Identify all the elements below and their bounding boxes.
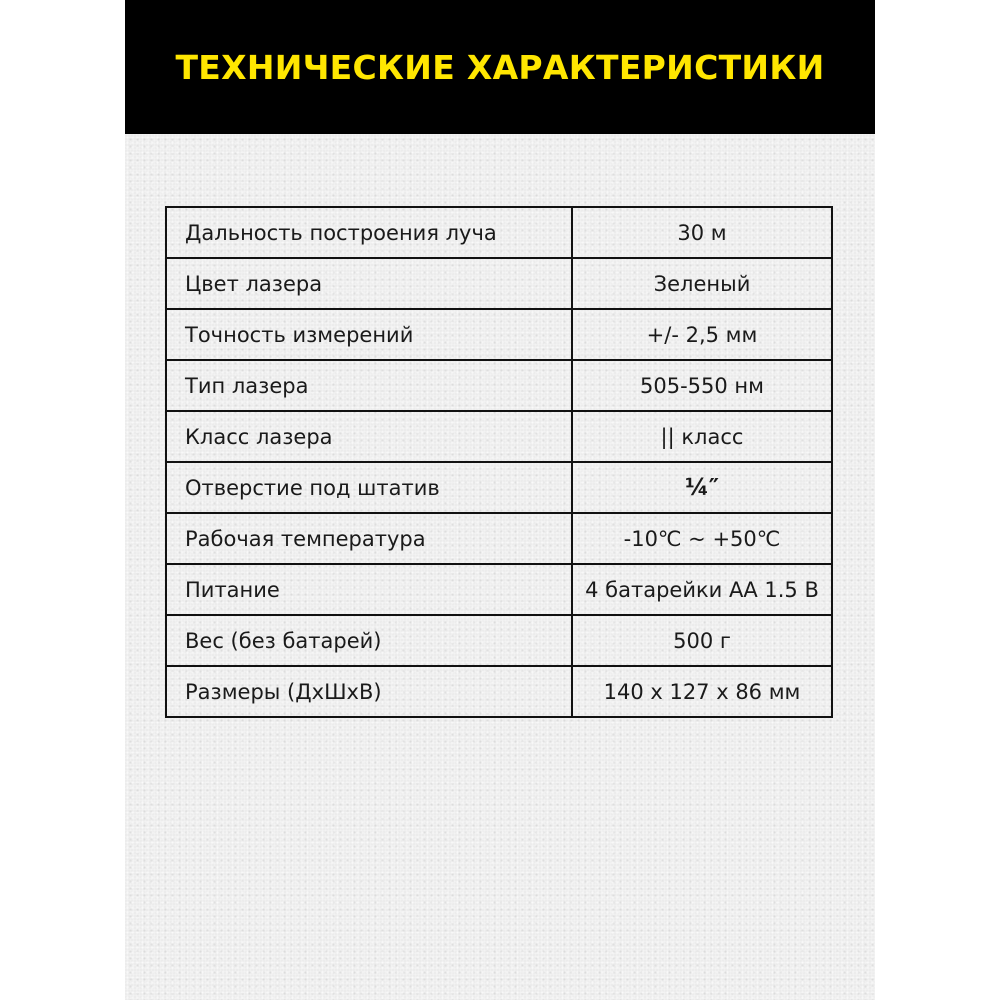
param-label: Рабочая температура [166, 513, 572, 564]
page-title: ТЕХНИЧЕСКИЕ ХАРАКТЕРИСТИКИ [175, 47, 825, 87]
header-band [125, 0, 875, 134]
param-label: Вес (без батарей) [166, 615, 572, 666]
param-value: -10℃ ~ +50℃ [572, 513, 832, 564]
spec-card [125, 0, 875, 1000]
param-label: Питание [166, 564, 572, 615]
param-value: ¼″ [572, 462, 832, 513]
param-value: 30 м [572, 207, 832, 258]
table-row [166, 207, 832, 258]
param-value: 4 батарейки АА 1.5 В [572, 564, 832, 615]
specs-table [165, 206, 833, 718]
table-row [166, 360, 832, 411]
table-row [166, 666, 832, 717]
table-row [166, 564, 832, 615]
param-value: Зеленый [572, 258, 832, 309]
param-value: 140 х 127 х 86 мм [572, 666, 832, 717]
param-label: Дальность построения луча [166, 207, 572, 258]
table-row [166, 411, 832, 462]
param-label: Точность измерений [166, 309, 572, 360]
param-value: 500 г [572, 615, 832, 666]
param-label: Цвет лазера [166, 258, 572, 309]
param-value: +/- 2,5 мм [572, 309, 832, 360]
table-row [166, 513, 832, 564]
param-value: || класс [572, 411, 832, 462]
table-row [166, 462, 832, 513]
table-row [166, 258, 832, 309]
param-label: Тип лазера [166, 360, 572, 411]
table-row [166, 309, 832, 360]
param-label: Размеры (ДхШхВ) [166, 666, 572, 717]
param-label: Отверстие под штатив [166, 462, 572, 513]
table-row [166, 615, 832, 666]
param-value: 505-550 нм [572, 360, 832, 411]
param-label: Класс лазера [166, 411, 572, 462]
